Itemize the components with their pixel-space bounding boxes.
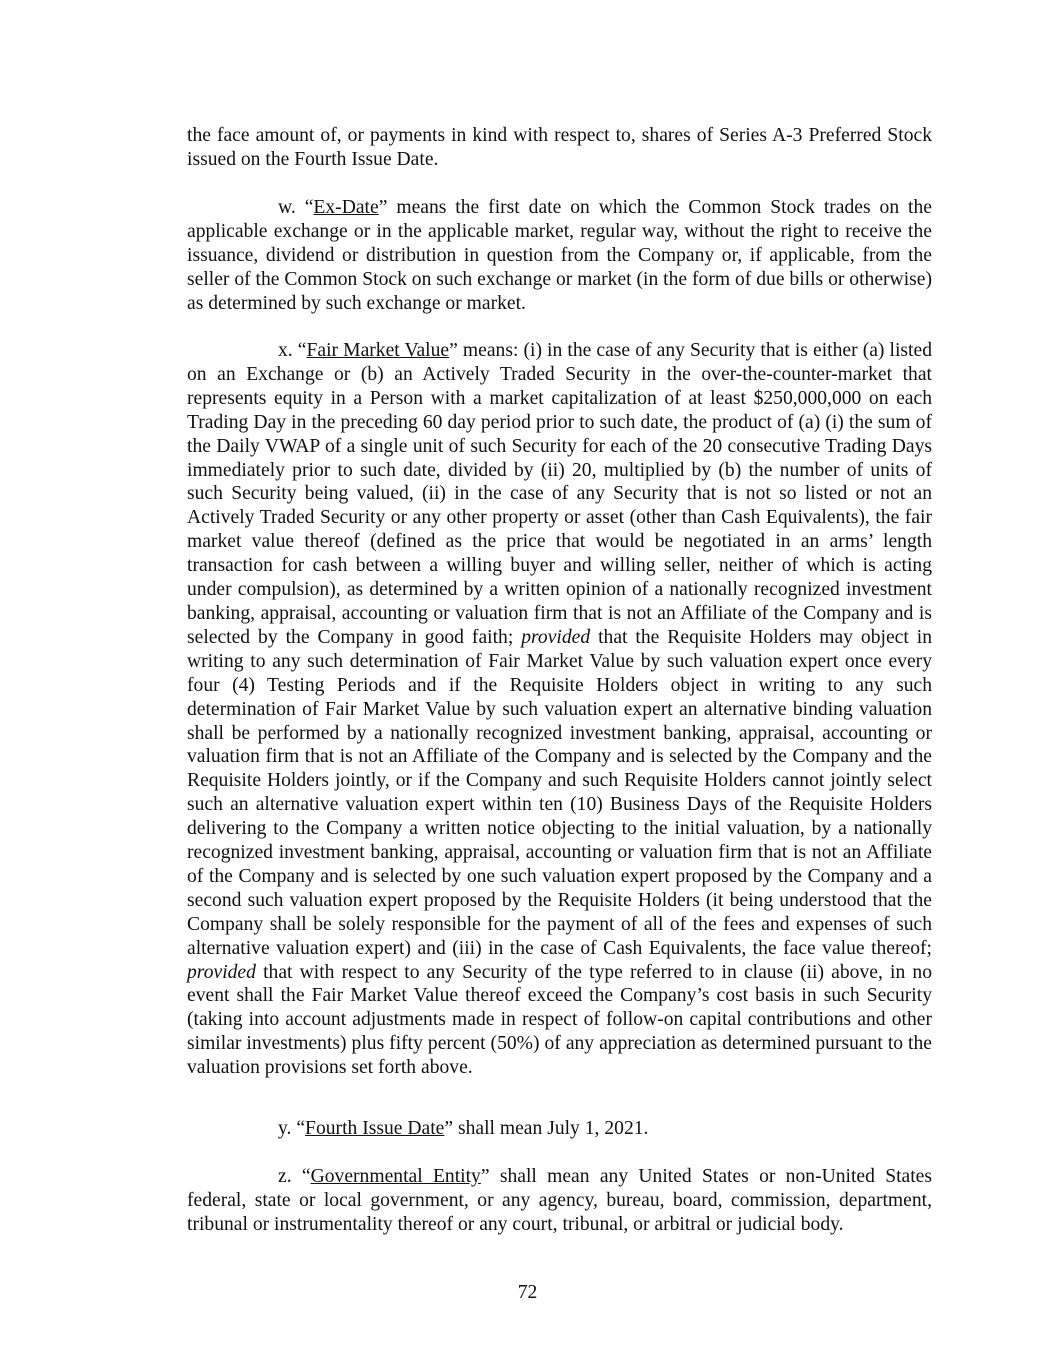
close-quote: ” [444, 1118, 454, 1139]
continuation-paragraph [187, 124, 932, 172]
continuation-text: the face amount of, or payments in kind with respect to, shares of Series A-3 Preferred Stock issued on the Fourth Issue Date. [187, 125, 932, 170]
provided-emphasis: provided [521, 626, 591, 648]
defined-term: Fourth Issue Date [305, 1118, 445, 1139]
definition-body-part-3: that with respect to any Security of the type referred to in clause (ii) above, in no event shall the Fair Market Value thereof exceed the Company’s cost basis in such Security (taking into account adjustments made in respect of follow-on capital contributions and other similar investments) plus fifty percent (50%) of any appreciation as determined pursuant to the valuation provisions set forth above. [187, 961, 932, 1079]
definition-ex-date [187, 196, 932, 316]
close-quote: ” [378, 197, 388, 218]
definition-label: w. [278, 197, 296, 218]
open-quote: “ [301, 1166, 311, 1187]
definition-fair-market-value [187, 339, 932, 1080]
definition-body: means the first date on which the Common Stock trades on the applicable exchange or in the applicable market, regular way, without the right to receive the issuance, dividend or distribution in question from the Company or, if applicable, from the seller of the Common Stock on such exchange or market (in the form of due bills or otherwise) as determined by such exchange or market. [187, 197, 932, 314]
defined-term: Fair Market Value [306, 340, 450, 361]
definition-body-part-1: means: (i) in the case of any Security that is either (a) listed on an Exchange or (b) an Actively Traded Security in the over-the-counter-market that represents equity in a Person with a market capitalization of at least $250,000,000 on each Trading Day in the preceding 60 day period prior to such date, the product of (a) (i) the sum of the Daily VWAP of a single unit of such Security for each of the 20 consecutive Trading Days immediately prior to such date, divided by (ii) 20, multiplied by (b) the number of units of such Security being valued, (ii) in the case of any Security that is not so listed or not an Actively Traded Security or any other property or asset (other than Cash Equivalents), the fair market value thereof (defined as the price that would be negotiated in an arms’ length transaction for cash between a willing buyer and willing seller, neither of which is acting under compulsion), as determined by a written opinion of a nationally recognized investment banking, appraisal, accounting or valuation firm that is not an Affiliate of the Company and is selected by the Company in good faith; [187, 340, 932, 648]
page-number: 72 [517, 1282, 538, 1303]
close-quote: ” [480, 1166, 490, 1187]
provided-emphasis: provided [187, 961, 256, 983]
open-quote: “ [297, 340, 307, 361]
definition-label: y. [278, 1118, 292, 1139]
definition-governmental-entity [187, 1165, 932, 1237]
open-quote: “ [304, 197, 314, 218]
definition-fourth-issue-date [187, 1117, 932, 1141]
defined-term: Ex-Date [313, 197, 379, 218]
definition-body-part-2: that the Requisite Holders may object in writing to any such determination of Fair Market Value by such valuation expert once every four (4) Testing Periods and if the Requisite Holders object in writing to any such determination of Fair Market Value by such valuation expert an alternative binding valuation shall be performed by a nationally recognized investment banking, appraisal, accounting or valuation firm that is not an Affiliate of the Company and is selected by the Company and the Requisite Holders jointly, or if the Company and such Requisite Holders cannot jointly select such an alternative valuation expert within ten (10) Business Days of the Requisite Holders delivering to the Company a written notice objecting to the initial valuation, by a nationally recognized investment banking, appraisal, accounting or valuation firm that is not an Affiliate of the Company and is selected by one such valuation expert proposed by the Company and a second such valuation expert proposed by the Requisite Holders (it being understood that the Company shall be solely responsible for the payment of all of the fees and expenses of such alternative valuation expert) and (iii) in the case of Cash Equivalents, the face value thereof; [187, 626, 932, 959]
definition-body: shall mean July 1, 2021. [453, 1118, 649, 1139]
definition-label: x. [278, 340, 293, 361]
open-quote: “ [296, 1118, 306, 1139]
definition-label: z. [278, 1166, 292, 1187]
defined-term: Governmental Entity [310, 1166, 481, 1187]
close-quote: ” [449, 340, 458, 361]
definition-body: shall mean any United States or non-United States federal, state or local government, or any agency, bureau, board, commission, department, tribunal or instrumentality thereof or any court, tribunal, or arbitral or judicial body. [187, 1166, 933, 1235]
